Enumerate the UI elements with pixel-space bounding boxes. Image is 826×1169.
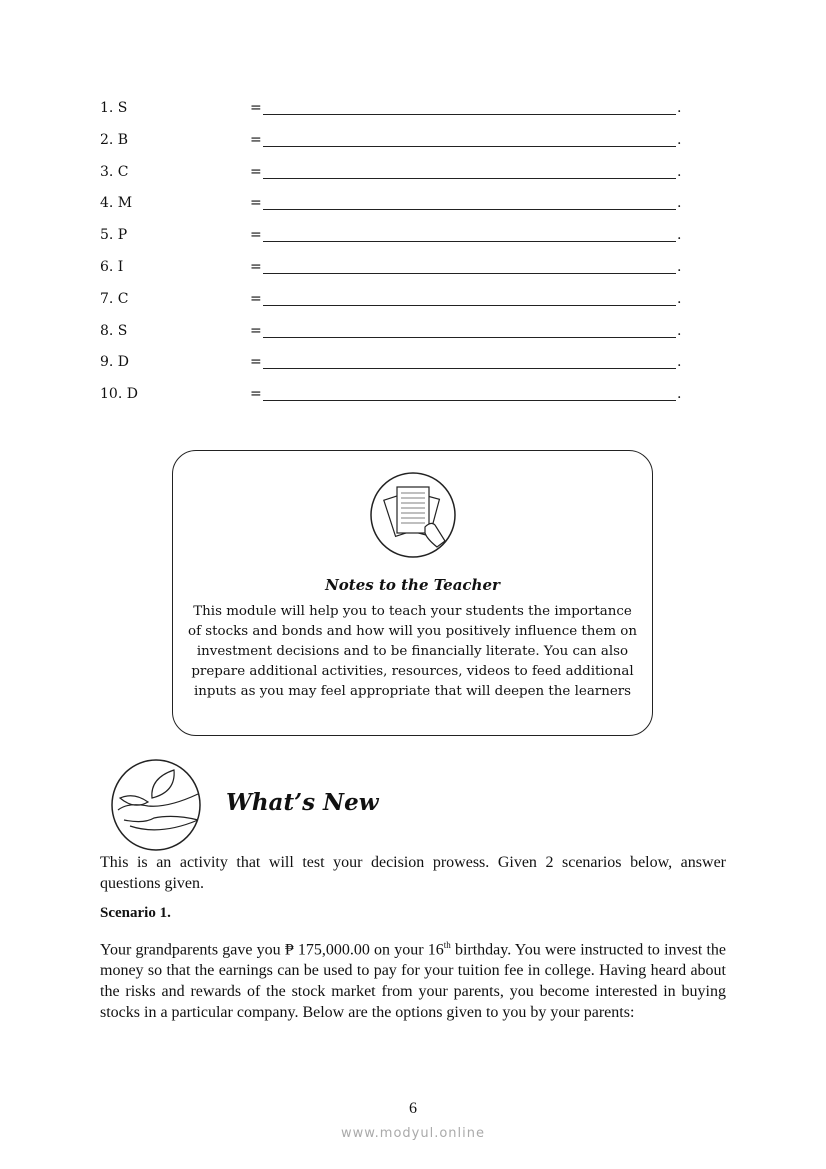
equals-sign: = bbox=[250, 131, 262, 148]
answer-line[interactable] bbox=[263, 209, 676, 210]
line-end-period: . bbox=[677, 131, 682, 148]
blank-row bbox=[100, 291, 690, 311]
blank-label: 7. C bbox=[100, 290, 129, 307]
blank-label: 10. D bbox=[100, 386, 138, 403]
blank-row bbox=[100, 323, 690, 343]
whats-new-heading: What’s New bbox=[226, 789, 379, 816]
equals-sign: = bbox=[250, 259, 262, 275]
blank-row bbox=[100, 164, 690, 184]
blank-row bbox=[100, 100, 690, 120]
line-end-period: . bbox=[677, 322, 682, 339]
blank-row bbox=[100, 132, 690, 152]
line-end-period: . bbox=[677, 386, 682, 403]
plant-in-hand-icon bbox=[110, 758, 202, 852]
blank-label: 5. P bbox=[100, 227, 128, 244]
line-end-period: . bbox=[677, 195, 682, 212]
blank-label: 4. M bbox=[100, 195, 133, 212]
line-end-period: . bbox=[677, 227, 682, 244]
notes-title: Notes to the Teacher bbox=[325, 576, 500, 594]
equals-sign: = bbox=[250, 100, 262, 116]
whats-new-intro: This is an activity that will test your decision prowess. Given 2 scenarios below, answer questions given. bbox=[100, 854, 726, 892]
watermark: www.modyul.online bbox=[340, 1126, 486, 1141]
equals-sign: = bbox=[250, 322, 262, 339]
blank-label: 2. B bbox=[100, 131, 129, 148]
blank-row bbox=[100, 227, 690, 247]
equals-sign: = bbox=[250, 354, 262, 371]
equals-sign: = bbox=[250, 163, 262, 180]
blank-row bbox=[100, 195, 690, 215]
blank-label: 9. D bbox=[100, 354, 130, 371]
blank-row bbox=[100, 354, 690, 374]
answer-line[interactable] bbox=[263, 146, 676, 147]
equals-sign: = bbox=[250, 290, 262, 307]
answer-line[interactable] bbox=[263, 178, 676, 179]
equals-sign: = bbox=[250, 227, 262, 244]
blank-row bbox=[100, 259, 690, 279]
blank-label: 1. S bbox=[100, 100, 128, 116]
page-number: 6 bbox=[409, 1100, 417, 1117]
line-end-period: . bbox=[677, 354, 682, 371]
answer-line[interactable] bbox=[263, 368, 676, 369]
answer-line[interactable] bbox=[263, 241, 676, 242]
equals-sign: = bbox=[250, 386, 262, 403]
scenario-title: Scenario 1. bbox=[100, 905, 171, 921]
blank-label: 3. C bbox=[100, 163, 129, 180]
line-end-period: . bbox=[677, 259, 682, 275]
scenario-text bbox=[100, 935, 726, 1023]
blank-label: 6. I bbox=[100, 259, 124, 275]
notes-to-teacher-box bbox=[172, 450, 653, 736]
line-end-period: . bbox=[677, 290, 682, 307]
documents-in-hand-icon bbox=[369, 471, 457, 559]
line-end-period: . bbox=[677, 163, 682, 180]
equals-sign: = bbox=[250, 195, 262, 212]
scenario-text-b: birthday. You were instructed to invest the money so that the earnings can be used to pay for your tuition fee in college. Having heard about the risks and rewards of the stock market from your parents, you become interested in buying stocks in a particular company. Below are the options given to you by your parents: bbox=[100, 941, 727, 1022]
answer-line[interactable] bbox=[263, 273, 676, 274]
ordinal-suffix: th bbox=[443, 940, 451, 950]
blank-row bbox=[100, 386, 690, 406]
answer-line[interactable] bbox=[263, 337, 676, 338]
answer-line[interactable] bbox=[263, 305, 676, 306]
blank-label: 8. S bbox=[100, 322, 128, 339]
line-end-period: . bbox=[677, 100, 682, 116]
answer-line[interactable] bbox=[263, 114, 676, 115]
scenario-text-a: Your grandparents gave you ₱ 175,000.00 on your 16 bbox=[100, 941, 444, 959]
notes-body: This module will help you to teach your students the importance of stocks and bonds and how will you positively influence them on investment decisions and to be financially literate. You can also prepare additional activities, resources, videos to feed additional inputs as you may feel appropriate that will deepen the learners bbox=[188, 604, 637, 699]
answer-line[interactable] bbox=[263, 400, 676, 401]
